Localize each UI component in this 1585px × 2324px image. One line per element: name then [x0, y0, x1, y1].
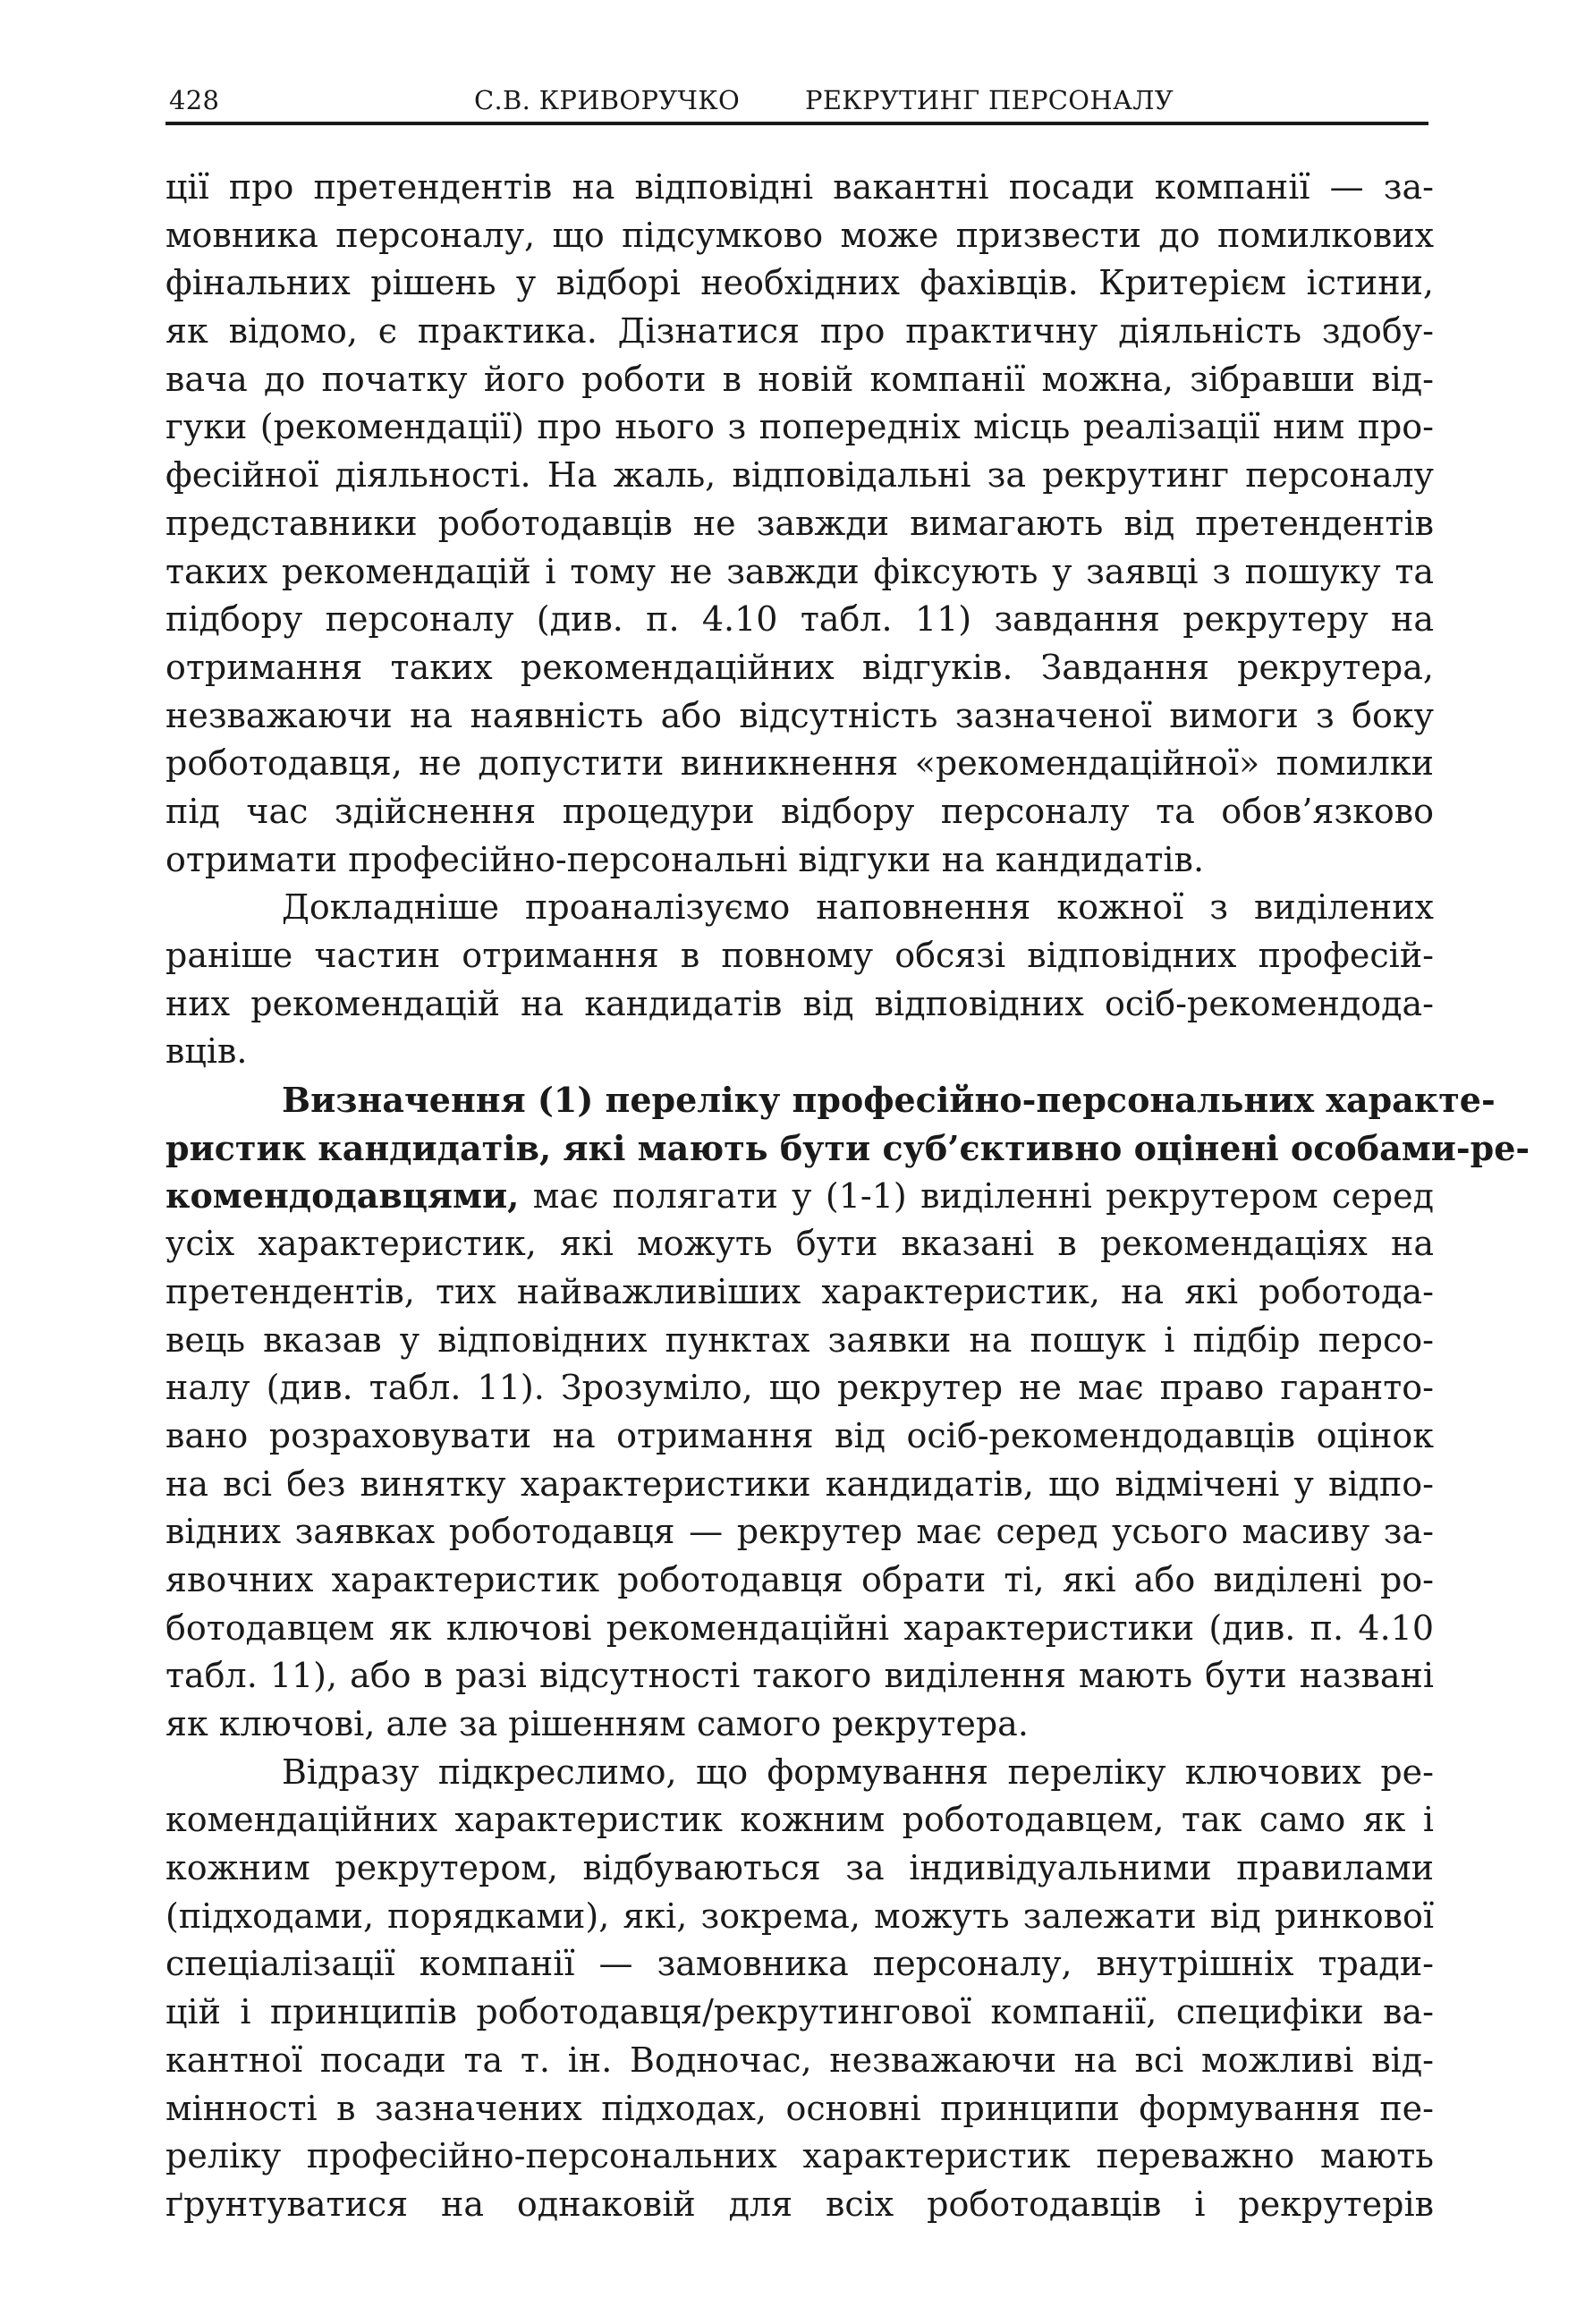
text-line: фесійної діяльності. На жаль, відповідальні за рекрутинг персоналу: [165, 455, 1434, 496]
text-line: усіх характеристик, які можуть бути вказані в рекомендаціях на: [165, 1224, 1434, 1264]
text-line: отримати професійно-персональні відгуки на кандидатів.: [165, 839, 1205, 879]
page-number: 428: [169, 85, 220, 115]
text-line: вано розраховувати на отримання від осіб-рекомендодавців оцінок: [165, 1415, 1434, 1455]
text-run: має полягати у (1-1) виділенні рекрутером серед: [519, 1176, 1434, 1217]
text-line: [165, 1172, 1434, 1220]
text-line: комендаційних характеристик кожним роботодавцем, так само як і: [165, 1800, 1434, 1840]
text-line: роботодавця, не допустити виникнення «рекомендаційної» помилки: [165, 743, 1434, 784]
text-line: вача до початку його роботи в новій компанії можна, зібравши від-: [165, 359, 1434, 399]
text-line: табл. 11), або в разі відсутності такого виділення мають бути названі: [165, 1656, 1434, 1696]
text-line: реліку професійно-персональних характеристик переважно мають: [165, 2136, 1434, 2176]
text-line: під час здійснення процедури відбору персоналу та обов’язково: [165, 791, 1434, 831]
text-line: підбору персоналу (див. п. 4.10 табл. 11) завдання рекрутеру на: [165, 599, 1434, 640]
text-line: незважаючи на наявність або відсутність зазначеної вимоги з боку: [165, 695, 1434, 735]
text-line: [165, 1124, 1530, 1173]
running-header-author: С.В. КРИВОРУЧКО: [474, 85, 741, 115]
running-header: [165, 82, 1428, 125]
text-line: ботодавцем як ключові рекомендаційні характеристики (див. п. 4.10: [165, 1607, 1434, 1648]
paragraph: [165, 884, 1434, 1076]
text-line: явочних характеристик роботодавця обрати ті, які або виділені ро-: [165, 1559, 1434, 1599]
text-line: кантної посади та т. ін. Водночас, незважаючи на всі можливі від-: [165, 2040, 1434, 2080]
text-line: [165, 1076, 1496, 1124]
text-line: як ключові, але за рішенням самого рекрутера.: [165, 1704, 1029, 1743]
text-line: Відразу підкреслимо, що формування переліку ключових ре-: [282, 1751, 1434, 1792]
bold-term: ристик кандидатів, які мають бути суб’єктивно оцінені особами-ре-: [165, 1127, 1530, 1168]
text-line: ґрунтуватися на однаковій для всіх роботодавців і рекрутерів: [165, 2184, 1434, 2224]
bold-term: комендодавцями,: [165, 1175, 520, 1217]
text-line: ції про претендентів на відповідні вакантні посади компанії — за-: [165, 167, 1434, 207]
text-line: мовника персоналу, що підсумково може призвести до помилкових: [165, 215, 1434, 255]
text-line: вців.: [165, 1031, 248, 1072]
text-line: фінальних рішень у відборі необхідних фахівців. Критерієм істини,: [165, 263, 1434, 303]
text-line: раніше частин отримання в повному обсязі відповідних професій-: [165, 936, 1434, 975]
text-line: гуки (рекомендації) про нього з попередніх місць реалізації ним про-: [165, 407, 1434, 447]
running-header-title: РЕКРУТИНГ ПЕРСОНАЛУ: [805, 85, 1174, 115]
text-line: налу (див. табл. 11). Зрозуміло, що рекрутер не має право гаранто-: [165, 1368, 1434, 1408]
paragraph: [165, 164, 1434, 884]
text-line: вець вказав у відповідних пунктах заявки на пошук і підбір персо-: [165, 1319, 1434, 1360]
paragraph: [165, 1749, 1434, 2229]
body-text: [165, 164, 1530, 2229]
paragraph: [165, 1076, 1530, 1749]
text-line: на всі без винятку характеристики кандидатів, що відмічені у відпо-: [165, 1463, 1434, 1504]
text-line: як відомо, є практика. Дізнатися про практичну діяльність здобу-: [165, 311, 1434, 352]
text-line: цій і принципів роботодавця/рекрутингової компанії, специфіки ва-: [165, 1992, 1434, 2032]
text-line: них рекомендацій на кандидатів від відповідних осіб-рекомендода-: [165, 983, 1434, 1023]
text-line: таких рекомендацій і тому не завжди фіксують у заявці з пошуку та: [165, 551, 1434, 591]
text-line: мінності в зазначених підходах, основні принципи формування пе-: [165, 2088, 1434, 2128]
text-line: представники роботодавців не завжди вимагають від претендентів: [165, 503, 1434, 543]
text-line: відних заявках роботодавця — рекрутер має серед усього масиву за-: [165, 1512, 1434, 1552]
text-line: отримання таких рекомендаційних відгуків. Завдання рекрутера,: [165, 647, 1434, 687]
text-line: (підходами, порядками), які, зокрема, можуть залежати від ринкової: [165, 1896, 1434, 1936]
text-line: кожним рекрутером, відбуваються за індивідуальними правилами: [165, 1848, 1434, 1888]
text-line: Докладніше проаналізуємо наповнення кожної з виділених: [282, 887, 1434, 928]
text-line: претендентів, тих найважливіших характеристик, на які роботода-: [165, 1271, 1434, 1311]
bold-term: Визначення (1) переліку професійно-персональних характе-: [282, 1080, 1496, 1121]
text-line: спеціалізації компанії — замовника персоналу, внутрішніх тради-: [165, 1944, 1434, 1984]
